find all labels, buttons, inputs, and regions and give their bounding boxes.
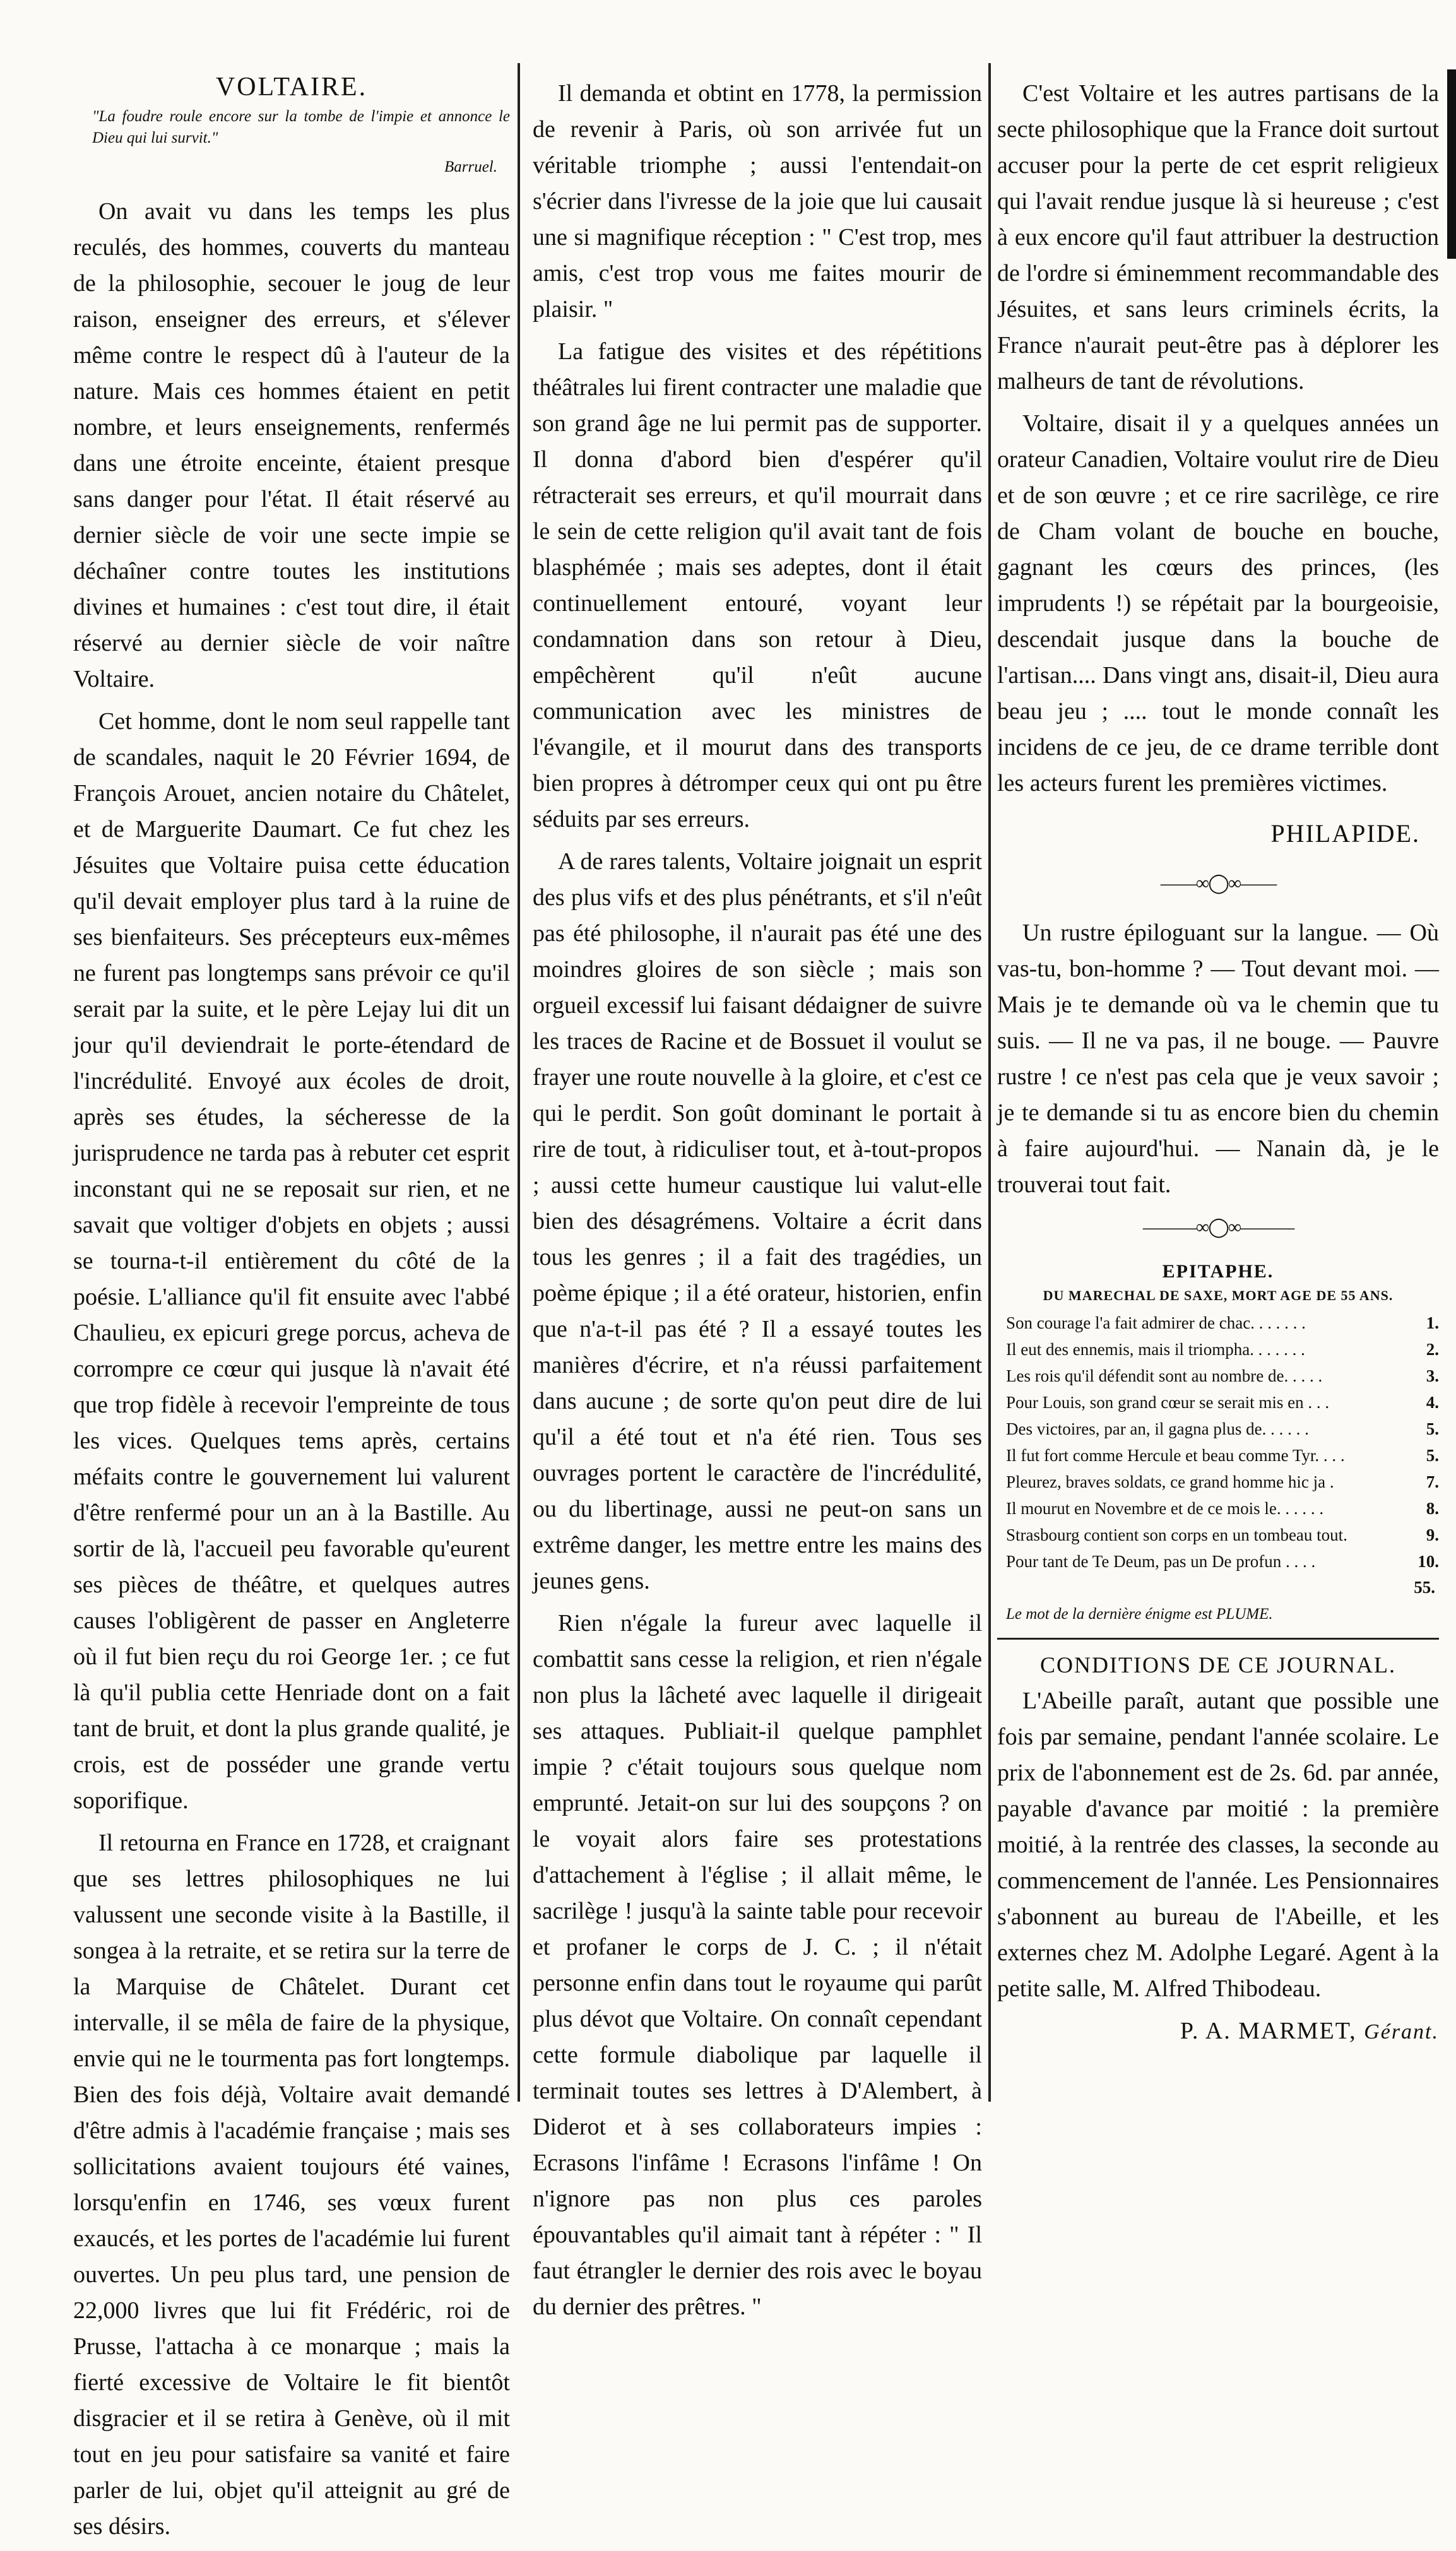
epitaph-title: EPITAPHE. xyxy=(1162,1261,1274,1282)
ornament-divider: ——∞◯∞—— xyxy=(1160,873,1276,894)
article-signature: PHILAPIDE. xyxy=(1270,819,1420,848)
article-title: VOLTAIRE. xyxy=(215,73,368,102)
conditions-text: L'Abeille paraît, autant que possible une fois par semaine, pendant l'année scolaire. Le prix de l'abonnement est de 2s. 6d. par année, payable d'avance par moitié : la première moitié, à la rentrée des classes, la seconde au commencement de l'année. Les Pensionnaires s'abonnent au bureau de l'Abeille, et les externes chez M. Adolphe Legaré. Agent à la petite salle, M. Alfred Thibodeau. xyxy=(997,1688,1439,2002)
column-divider xyxy=(988,63,991,2102)
epitaph-line: Pour tant de Te Deum, pas un De profun . . . . 10. xyxy=(1006,1552,1439,1571)
conditions-title: CONDITIONS DE CE JOURNAL. xyxy=(997,1638,1439,1683)
dialogue-text: Un rustre épiloguant sur la langue. — Où vas-tu, bon-homme ? — Tout devant moi. — Mais je te demande où va le chemin que tu suis. — Il ne va pas, il ne bouge. — Pauvre rustre ! ce n'est pas cela que je veux savoir ; je te demande si tu as encore bien du chemin à faire aujourd'hui. — Nanain dà, je le trouverai tout fait. xyxy=(997,920,1439,1198)
column-divider xyxy=(518,63,520,2102)
epitaph-line: Pleurez, braves soldats, ce grand homme hic ja . 7. xyxy=(1006,1472,1439,1491)
epitaph-line: Les rois qu'il défendit sont au nombre de. . . . . 3. xyxy=(1006,1366,1439,1385)
column-1 xyxy=(73,68,510,2551)
enigma-note: Le mot de la dernière énigme est PLUME. xyxy=(1006,1606,1273,1623)
article-paragraph: Voltaire, disait il y a quelques années un orateur Canadien, Voltaire voulut rire de Dieu et de son œuvre ; et ce rire sacrilège, ce rire de Cham volant de bouche en bouche, gagnant les cœurs des princes, (les imprudents !) se répétait par la bourgeoisie, descendait jusque dans la bouche de l'artisan.... Dans vingt ans, disait-il, Dieu aura beau jeu ; .... tout le monde connaît les incidens de ce jeu, de ce drame terrible dont les acteurs furent les premières victimes. xyxy=(997,410,1439,796)
epitaph-line: Pour Louis, son grand cœur se serait mis en . . . 4. xyxy=(1006,1393,1439,1412)
epitaph-line: Des victoires, par an, il gagna plus de. . . . . . 5. xyxy=(1006,1419,1439,1438)
epitaph-lines xyxy=(997,1310,1439,1575)
epitaph-line: Il fut fort comme Hercule et beau comme Tyr. . . . 5. xyxy=(1006,1446,1439,1465)
publisher-name: P. A. MARMET, xyxy=(1180,2018,1357,2044)
publisher-role: Gérant. xyxy=(1364,2020,1439,2044)
article-paragraph: Rien n'égale la fureur avec laquelle il combattit sans cesse la religion, et rien n'égale non plus la lâcheté avec laquelle il dirigeait ses attaques. Publiait-il quelque pamphlet impie ? c'était toujours sous quelque nom emprunté. Jetait-on sur lui des soupçons ? on le voyait alors faire ses protestations d'attachement à l'église ; il allait même, le sacrilège ! jusqu'à la sainte table pour recevoir et profaner le corps de J. C. ; il n'était personne enfin dans tout le royaume qui parût plus dévot que Voltaire. On connaît cependant cette formule diabolique par laquelle il terminait toutes ses lettres à D'Alembert, à Diderot et à ses collaborateurs impies : Ecrasons l'infâme ! Ecrasons l'infâme ! On n'ignore pas non plus ces paroles épouvantables qu'il aimait tant à répéter : " Il faut étrangler le dernier des rois avec le boyau du dernier des prêtres. " xyxy=(533,1610,982,2320)
article-paragraph: A de rares talents, Voltaire joignait un esprit des plus vifs et des plus pénétrants, et s'il n'eût pas été philosophe, il n'aurait pas été une des moindres gloires de son siècle ; mais son orgueil excessif lui faisant dédaigner de suivre les traces de Racine et de Bossuet il voulut se frayer une route nouvelle à la gloire, et c'est ce qui le perdit. Son goût dominant le portait à rire de tout, à ridiculiser tout, et à-tout-propos ; aussi cette humeur caustique lui valut-elle bien des désagrémens. Voltaire a écrit dans tous les genres ; il a fait des tragédies, un poème épique ; il a été orateur, historien, enfin que n'a-t-il pas été ? Il a essayé toutes les manières d'écrire, et n'a réussi parfaitement dans aucune ; de sorte qu'on peut dire de lui qu'il a été tout et n'a été rien. Tous ses ouvrages portent le caractère de l'incrédulité, ou du libertinage, aussi ne peut-on sans un extrême danger, les mettre entre les mains des jeunes gens. xyxy=(533,848,982,1594)
article-paragraph: La fatigue des visites et des répétitions théâtrales lui firent contracter une maladie que son grand âge ne lui permit pas de supporter. Il donna d'abord bien d'espérer qu'il rétracterait ses erreurs, et qu'il mourrait dans le sein de cette religion qu'il avait tant de fois blasphémée ; mais ses adeptes, dont il était continuellement entouré, voyant leur condamnation dans son retour à Dieu, empêchèrent qu'il n'eût aucune communication avec les ministres de l'évangile, et il mourut dans des transports bien propres à détromper ceux qui ont pu être séduits par ses erreurs. xyxy=(533,338,982,832)
article-epigraph: "La foudre roule encore sur la tombe de l'impie et annonce le Dieu qui lui survit." xyxy=(92,108,510,146)
article-paragraph: Il retourna en France en 1728, et craignant que ses lettres philosophiques ne lui valussent une seconde visite à la Bastille, il songea à la retraite, et se retira sur la terre de la Marquise de Châtelet. Durant cet intervalle, il se mêla de faire de la physique, envie qui ne le tourmenta pas fort longtemps. Bien des fois déjà, Voltaire avait demandé d'être admis à l'académie française ; mais ses sollicitations avaient toujours été vaines, lorsqu'enfin en 1746, ses vœux furent exaucés, et les portes de l'académie lui furent ouvertes. Un peu plus tard, une pension de 22,000 livres que lui fit Frédéric, roi de Prusse, l'attacha à ce monarque ; mais la fierté excessive de Voltaire le fit bientôt disgracier et il se retira à Genève, où il mit tout en jeu pour satisfaire sa vanité et faire parler de lui, objet qu'il atteignit au gré de ses désirs. xyxy=(73,1830,510,2540)
epitaph-subtitle: DU MARECHAL DE SAXE, MORT AGE DE 55 ANS. xyxy=(1043,1287,1394,1303)
page-edge-bar xyxy=(1447,69,1456,259)
article-paragraph: Cet homme, dont le nom seul rappelle tant de scandales, naquit le 20 Février 1694, de François Arouet, ancien notaire du Châtelet, et de Marguerite Daumart. Ce fut chez les Jésuites que Voltaire puisa cette éducation qu'il devait employer plus tard à la ruine de ses bienfaiteurs. Ses précepteurs eux-mêmes ne furent pas longtemps sans prévoir ce qu'il serait par la suite, et le père Lejay lui dit un jour qu'il deviendrait le porte-étendard de l'incrédulité. Envoyé aux écoles de droit, après ses études, la sécheresse de la jurisprudence ne tarda pas à rebuter cet esprit inconstant qui ne se reposait sur rien, et ne savait que voltiger d'objets en objets ; aussi se tourna-t-il entièrement du côté de la poésie. L'alliance qu'il fit ensuite avec l'abbé Chaulieu, ex epicuri grege porcus, acheva de corrompre ce cœur qui jusque là n'avait été que trop fidèle à recevoir l'empreinte de tous les vices. Quelques tems après, certains méfaits contre le gouvernement lui valurent d'être renfermé pour un an à la Bastille. Au sortir de là, l'accueil peu favorable qu'eurent ses pièces de théâtre, et quelques autres causes l'obligèrent de passer en Angleterre où il fut bien reçu du roi George 1er. ; ce fut là qu'il publia cette Henriade dont on a fait tant de bruit, et dont la plus grande qualité, je crois, est de posséder une grande vertu soporifique. xyxy=(73,708,510,1814)
epitaph-line: Il mourut en Novembre et de ce mois le. . . . . . 8. xyxy=(1006,1499,1439,1518)
column-2 xyxy=(533,76,982,2331)
article-paragraph: On avait vu dans les temps les plus reculés, des hommes, couverts du manteau de la philosophie, secouer le joug de leur raison, enseigner des erreurs, et s'élever même contre le respect dû à l'auteur de la nature. Mais ces hommes étaient en petit nombre, et leurs enseignements, renfermés dans une étroite enceinte, étaient presque sans danger pour l'état. Il était réservé au dernier siècle de voir une secte impie se déchaîner contre toutes les institutions divines et humaines : c'est tout dire, il était réservé au dernier siècle de voir naître Voltaire. xyxy=(73,198,510,692)
epitaph-line: Strasbourg contient son corps en un tombeau tout. 9. xyxy=(1006,1525,1439,1544)
epitaph-line: Il eut des ennemis, mais il triompha. . . . . . . 2. xyxy=(1006,1340,1439,1359)
epitaph-total: 55. xyxy=(1414,1578,1435,1597)
column-3 xyxy=(997,76,1439,2050)
ornament-divider: ———∞◯∞——— xyxy=(1142,1217,1294,1238)
article-paragraph: C'est Voltaire et les autres partisans de la secte philosophique que la France doit surtout accuser pour la perte de cet esprit religieux qui l'avait rendue jusque là si heureuse ; c'est à eux encore qu'il faut attribuer la destruction de l'ordre si éminemment recommandable des Jésuites, et sans leurs criminels écrits, la France n'aurait peut-être pas à déplorer les malheurs de tant de révolutions. xyxy=(997,80,1439,394)
epitaph-line: Son courage l'a fait admirer de chac. . . . . . . 1. xyxy=(1006,1313,1439,1332)
publisher-line xyxy=(997,2013,1439,2050)
epigraph-source: Barruel. xyxy=(444,158,497,175)
article-paragraph: Il demanda et obtint en 1778, la permission de revenir à Paris, où son arrivée fut un véritable triomphe ; aussi l'entendait-on s'écrier dans l'ivresse de la joie que lui causait une si magnifique réception : " C'est trop, mes amis, c'est trop vous me faites mourir de plaisir. " xyxy=(533,80,982,323)
